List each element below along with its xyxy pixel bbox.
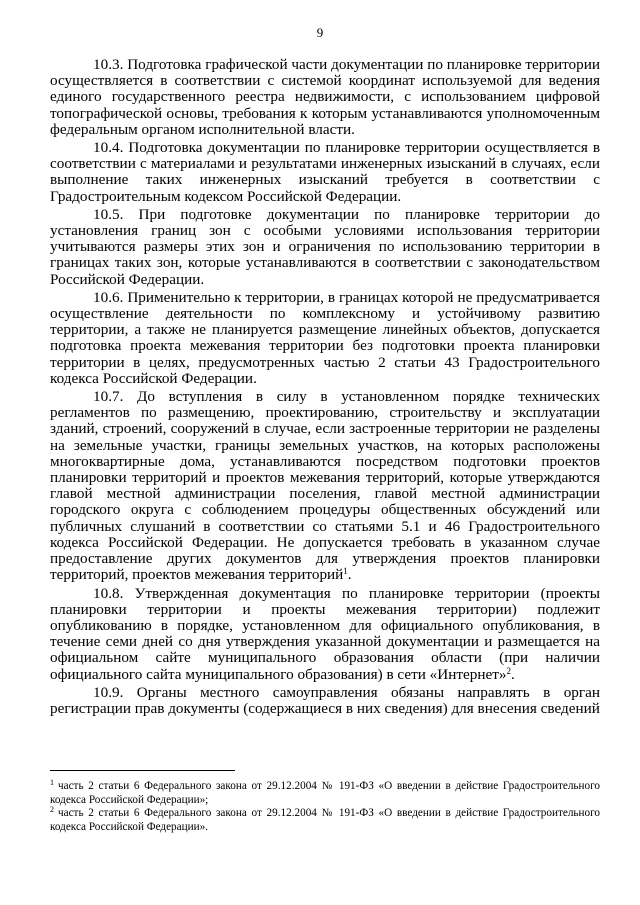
footnote-mark: 1 xyxy=(50,778,54,787)
paragraph-text: Подготовка графической части документации по планировке территории осуществляется в соответствии с системой координат используемой для ведения единого государственного реестра недвижимости, с использованием цифровой топографической основы, требования к которым устанавливаются уполномоченным федеральным органом исполнительной власти. xyxy=(50,56,600,138)
footnote-1 xyxy=(50,780,600,807)
paragraph-number: 10.7. xyxy=(93,388,124,406)
paragraph-10-5 xyxy=(50,207,600,288)
paragraph-10-3 xyxy=(50,57,600,138)
paragraph-number: 10.3. xyxy=(93,56,124,73)
footnote-2 xyxy=(50,807,600,834)
footnote-ref-1[interactable]: 1 xyxy=(343,566,348,577)
paragraph-number: 10.6. xyxy=(93,288,124,306)
footnote-text: часть 2 статьи 6 Федерального закона от 29.12.2004 № 191-ФЗ «О введении в действие Градостроительного кодекса Российской Федерации». xyxy=(50,807,600,833)
paragraph-10-9 xyxy=(50,685,600,717)
footnote-divider xyxy=(50,770,235,771)
paragraph-10-4 xyxy=(50,140,600,205)
paragraph-10-6 xyxy=(50,290,600,387)
paragraph-text: Подготовка документации по планировке территории осуществляется в соответствии с материалами и результатами инженерных изысканий в случаях, если выполнение таких инженерных изысканий требуется в соответствии с Градостроительным кодексом Российской Федерации. xyxy=(50,139,600,205)
footnote-mark: 2 xyxy=(50,805,54,815)
paragraph-text: Органы местного самоуправления обязаны направлять в орган регистрации прав документы (содержащиеся в них сведения) для внесения сведений xyxy=(50,683,600,717)
paragraph-tail: . xyxy=(347,566,352,584)
paragraph-text: Применительно к территории, в границах которой не предусматривается осуществление деятельности по комплексному и устойчивому развитию территории, а также не планируется размещение линейных объектов, допускается подготовка проекта межевания территории без подготовки проекта планировки территории в целях, предусмотренных частью 2 статьи 43 Градостроительного кодекса Российской Федерации. xyxy=(50,288,601,387)
paragraph-text: При подготовке документации по планировке территории до установления границ зон с особыми условиями использования территории учитываются размеры этих зон и ограничения по использованию территории в границах таких зон, которые устанавливаются в соответствии с законодательством Российской Федерации. xyxy=(50,205,601,288)
document-body xyxy=(50,57,600,719)
footnotes xyxy=(50,780,600,834)
paragraph-10-8 xyxy=(50,586,600,683)
paragraph-text: Утвержденная документация по планировке территории (проекты планировки территории и проекты межевания территории) подлежит опубликованию в порядке, установленном для официального опубликования, в течение семи дней со дня утверждения указанной документации и размещается на официальном сайте муниципального образования области (при наличии официального сайта муниципального образования) в сети «Интернет» xyxy=(50,584,601,683)
paragraph-text: До вступления в силу в установленном порядке технических регламентов по размещению, проектированию, строительству и эксплуатации зданий, строений, сооружений в случае, если застроенные территории не разделены на земельные участки, границы земельных участков, на которых расположены многоквартирные дома, устанавливаются посредством подготовки проектов планировки территорий и проектов межевания территорий, которые утверждаются главой местной администрации поселения, главой местной администрации городского округа с соблюдением процедуры общественных обсуждений или публичных слушаний в соответствии со статьями 5.1 и 46 Градостроительного кодекса Российской Федерации. Не допускается требовать в указанном случае предоставление других документов для утверждения проектов планировки территорий, проектов межевания территорий xyxy=(50,388,601,584)
paragraph-number: 10.5. xyxy=(93,205,124,223)
paragraph-number: 10.8. xyxy=(93,584,124,602)
paragraph-10-7 xyxy=(50,389,600,583)
paragraph-number: 10.9. xyxy=(93,683,124,701)
page-number: 9 xyxy=(316,25,324,40)
paragraph-tail: . xyxy=(510,665,515,683)
footnote-ref-2[interactable]: 2 xyxy=(506,665,511,676)
footnote-text: часть 2 статьи 6 Федерального закона от 29.12.2004 № 191-ФЗ «О введении в действие Градостроительного кодекса Российской Федерации»; xyxy=(50,780,600,806)
paragraph-number: 10.4. xyxy=(93,139,124,157)
